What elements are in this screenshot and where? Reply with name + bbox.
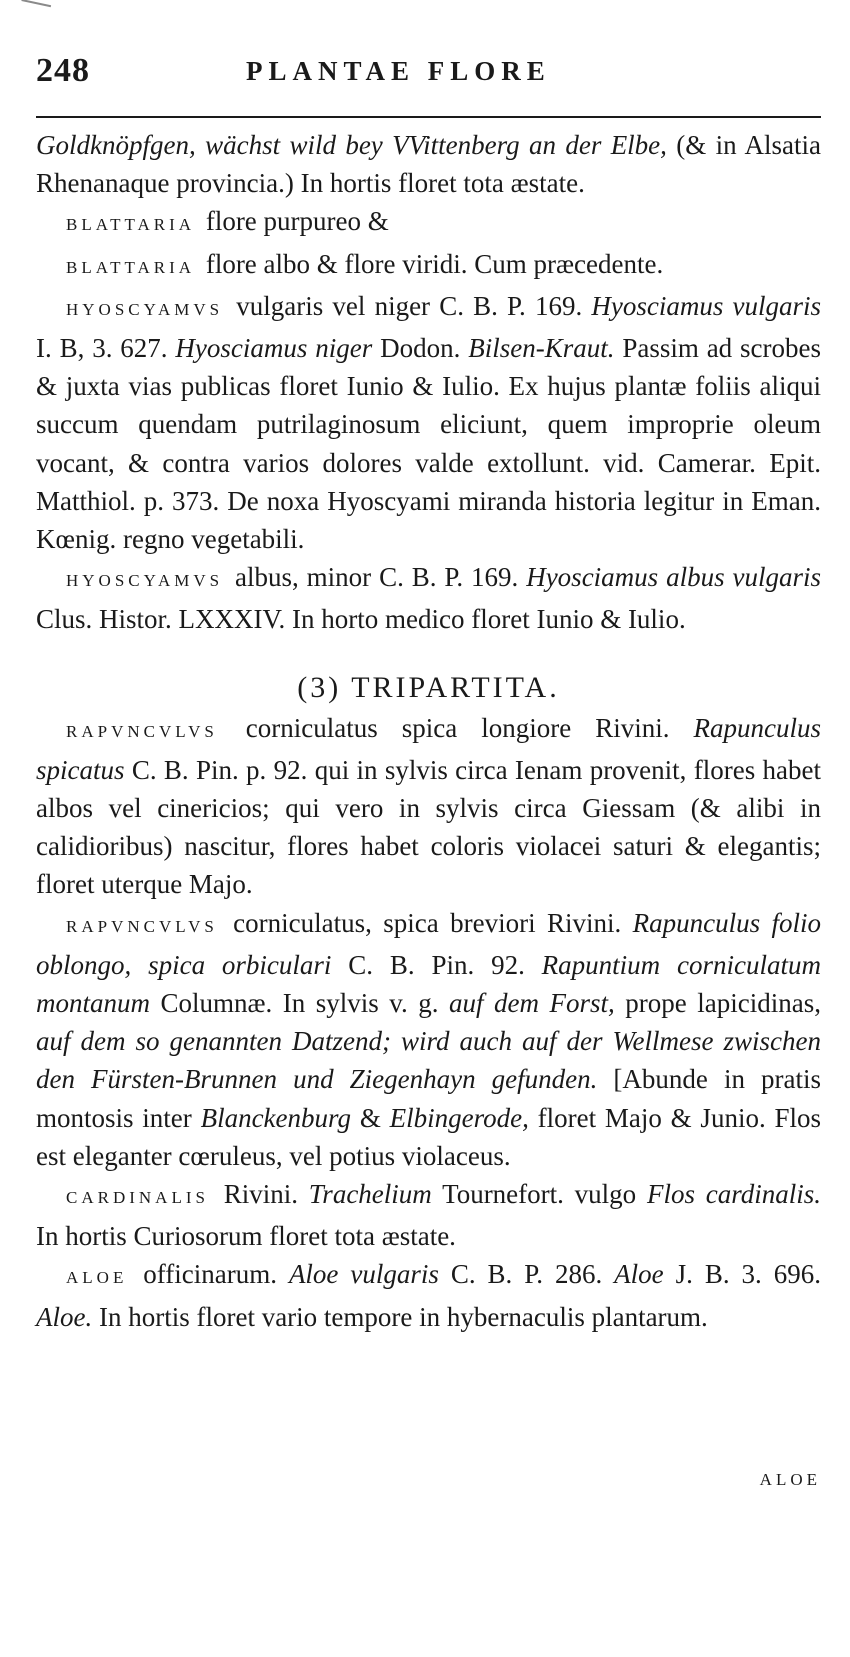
italic-text: Hyosciamus albus vulgaris — [526, 562, 821, 593]
text-segment: Tournefort. vulgo — [431, 1179, 647, 1210]
paragraph-p6 — [36, 709, 821, 904]
paragraph-p1 — [36, 126, 821, 202]
text-segment: albus, minor C. B. P. 169. — [227, 562, 527, 593]
text-segment: In hortis floret vario tempore in hybernaculis plantarum. — [92, 1301, 708, 1332]
plant-name: HYOSCYAMVS — [66, 299, 224, 319]
italic-text: auf dem so genannten Datzend; wird auch auf der Wellmese zwischen den Fürsten-Brunnen und Ziegenhayn gefunden. — [36, 1026, 821, 1095]
italic-text: Goldknöpfgen, wächst wild bey VVittenberg an der Elbe, — [36, 130, 667, 160]
italic-text: Hyosciamus niger — [175, 333, 373, 364]
section-heading: (3) TRIPARTITA. — [297, 670, 560, 704]
text-segment: Clus. Histor. LXXXIV. In horto medico floret Iunio & Iulio. — [36, 604, 686, 635]
paragraph-p3 — [36, 245, 821, 287]
italic-text: Rapunculus folio oblongo, spica orbiculari — [36, 907, 821, 980]
paragraph-p5 — [36, 558, 821, 638]
italic-text: Aloe vulgaris — [288, 1259, 439, 1290]
text-segment: corniculatus, spica breviori Rivini. — [221, 907, 633, 938]
plant-name: CARDINALIS — [66, 1188, 209, 1208]
text-segment: prope lapicidinas, — [614, 988, 821, 1019]
italic-text: Hyosciamus vulgaris — [591, 290, 821, 321]
italic-text: Rapuntium corniculatum montanum — [36, 949, 821, 1019]
text-segment: Passim ad scrobes & juxta vias publicas floret Iunio & Iulio. Ex hujus plantæ foliis aliqui succum quendam putrilaginosum eliciunt, quem improprie oleum vocant, & contra varios dolores valde extollunt. vid. Camerar. Epit. Matthiol. p. 373. De noxa Hyoscyami miranda historia legitur in Eman. Kœnig. regno vegetabili. — [36, 333, 822, 555]
catchword: ALOE — [759, 1470, 821, 1489]
text-segment: vulgaris vel niger C. B. P. 169. — [227, 290, 592, 321]
italic-text: Bilsen-Kraut. — [468, 333, 615, 364]
text-segment: C. B. Pin. p. 92. qui in sylvis circa Ienam provenit, flores habet albos vel cinericios; qui vero in sylvis circa Giessam (& alibi in calidioribus) nascitur, flores habet coloris violacei saturi & elegantis; floret uterque Majo. — [36, 754, 821, 900]
text-segment: officinarum. — [131, 1259, 289, 1290]
italic-text: Elbingerode, — [389, 1102, 529, 1133]
text-segment: C. B. P. 286. — [438, 1259, 615, 1290]
italic-text: Flos cardinalis. — [646, 1179, 821, 1210]
text-segment: Rivini. — [212, 1179, 309, 1210]
italic-text: Rapunculus spicatus — [36, 712, 821, 785]
italic-text: Aloe — [614, 1259, 664, 1290]
text-segment: C. B. Pin. 92. — [331, 949, 542, 980]
plant-name: RAPVNCVLVS — [66, 721, 218, 741]
page-header — [36, 52, 826, 102]
paragraph-p7 — [36, 904, 821, 1175]
paragraph-p9 — [36, 1255, 821, 1335]
paragraph-p4 — [36, 287, 821, 558]
text-segment: In hortis Curiosorum floret tota æstate. — [36, 1221, 456, 1252]
text-segment: Columnæ. In sylvis v. g. — [150, 988, 450, 1019]
text-segment: J. B. 3. 696. — [663, 1259, 821, 1290]
text-segment: floret Majo & Junio. Flos est eleganter cœruleus, vel potius violaceus. — [36, 1102, 821, 1171]
plant-name: RAPVNCVLVS — [66, 916, 218, 936]
text-segment: I. B, 3. 627. — [36, 333, 176, 364]
text-segment: & — [351, 1102, 390, 1133]
text-segment: [Abunde in pratis montosis inter — [36, 1064, 822, 1133]
paragraph-p2 — [36, 202, 821, 244]
text-segment: corniculatus spica longiore Rivini. — [221, 712, 694, 743]
body-text — [36, 126, 821, 1336]
header-rule — [36, 116, 821, 118]
text-segment: Dodon. — [372, 333, 469, 364]
italic-text: Blanckenburg — [200, 1102, 352, 1133]
italic-text: Aloe. — [36, 1301, 93, 1332]
text-segment: flore albo & flore viridi. Cum præcedente. — [199, 248, 664, 279]
plant-name: ALOE — [66, 1268, 128, 1288]
italic-text: auf dem Forst, — [449, 988, 615, 1019]
paragraph-p8 — [36, 1175, 821, 1255]
running-head: PLANTAE FLORE — [246, 56, 551, 86]
plant-name: BLATTARIA — [66, 257, 196, 277]
plant-name: BLATTARIA — [66, 215, 196, 235]
text-segment: flore purpureo & — [199, 206, 389, 237]
italic-text: Trachelium — [308, 1179, 432, 1210]
plant-name: HYOSCYAMVS — [66, 571, 224, 591]
text-segment: (& in Alsatia Rhenanaque provincia.) In hortis floret tota æstate. — [36, 130, 821, 199]
page-number: 248 — [36, 52, 90, 89]
